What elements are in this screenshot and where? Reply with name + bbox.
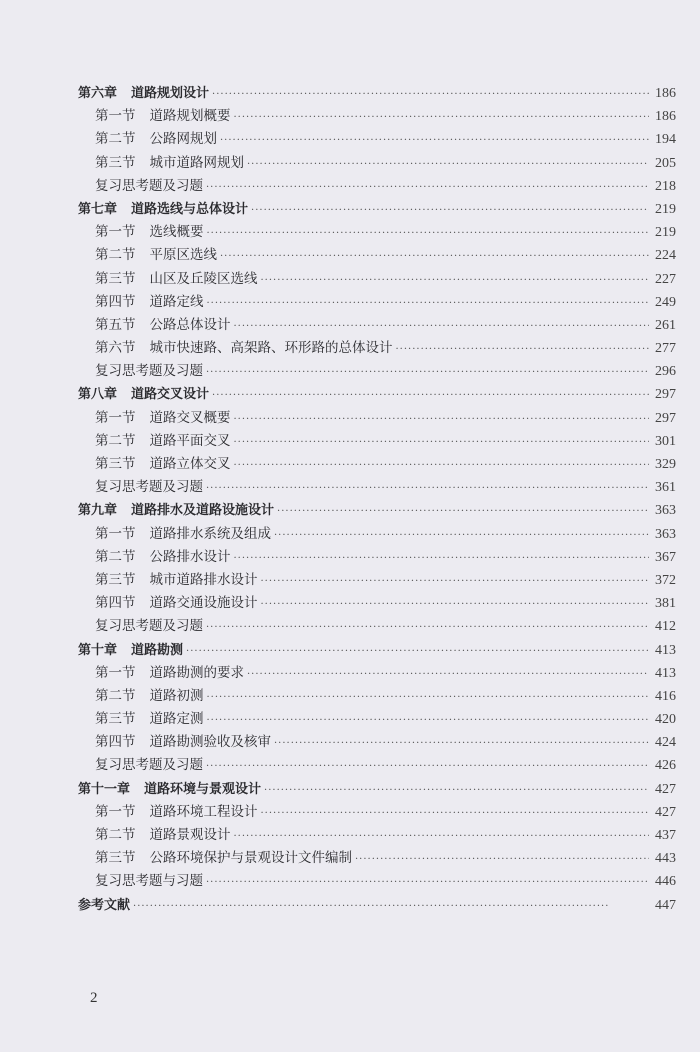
entry-page: 372 [655, 572, 676, 588]
toc-entry-chapter [78, 383, 676, 406]
entry-page: 413 [655, 642, 676, 658]
toc-entry-section [78, 314, 676, 337]
entry-title: 公路环境保护与景观设计文件编制 [149, 850, 352, 867]
entry-number: 第二节 [95, 247, 136, 264]
toc-entry-section [78, 337, 676, 360]
entry-page: 297 [655, 387, 676, 403]
entry-label [95, 175, 203, 198]
entry-label [95, 708, 204, 731]
entry-number: 第一节 [95, 803, 136, 820]
entry-number: 第三节 [95, 270, 136, 287]
entry-page: 443 [655, 851, 676, 867]
entry-label [78, 778, 261, 801]
entry-page: 363 [655, 503, 676, 519]
dot-leader [264, 779, 649, 802]
dot-leader [212, 83, 649, 106]
entry-title: 道路平面交叉 [149, 432, 231, 449]
entry-title: 公路排水设计 [149, 548, 231, 565]
entry-title: 道路交叉概要 [149, 409, 231, 426]
dot-leader [207, 292, 650, 315]
entry-label [95, 407, 231, 430]
toc-entry-section [78, 430, 676, 453]
toc-entry-section [78, 407, 676, 430]
entry-title: 平原区选线 [149, 247, 217, 264]
toc-entry-section [78, 268, 676, 291]
toc-entry-section [78, 592, 676, 615]
dot-leader [274, 524, 649, 547]
entry-number: 第三节 [95, 711, 136, 728]
entry-page: 361 [655, 480, 676, 496]
dot-leader [234, 547, 650, 570]
dot-leader [234, 106, 650, 129]
entry-page: 249 [655, 294, 676, 310]
toc-entry-section [78, 685, 676, 708]
entry-title: 复习思考题及习题 [95, 363, 203, 380]
entry-label [95, 615, 203, 638]
dot-leader [207, 686, 650, 709]
entry-label [95, 314, 231, 337]
entry-number: 第二节 [95, 687, 136, 704]
entry-number: 第五节 [95, 316, 136, 333]
dot-leader [133, 895, 649, 918]
entry-title: 参考文献 [78, 897, 131, 913]
entry-page: 186 [655, 86, 676, 101]
toc-entry-chapter [78, 778, 676, 801]
entry-title: 道路排水及道路设施设计 [131, 503, 275, 519]
entry-title: 公路总体设计 [149, 316, 231, 333]
entry-page: 420 [655, 712, 676, 728]
entry-label [95, 430, 231, 453]
toc-entry-section [78, 221, 676, 244]
entry-number: 第二节 [95, 131, 136, 148]
entry-title: 道路规划概要 [149, 108, 231, 125]
entry-label [78, 639, 183, 662]
entry-label [95, 105, 231, 128]
entry-page: 427 [655, 781, 676, 797]
toc-entry-section [78, 824, 676, 847]
dot-leader [220, 245, 649, 268]
entry-label [95, 291, 204, 314]
entry-title: 选线概要 [149, 224, 204, 241]
entry-number: 第一节 [95, 224, 136, 241]
toc-entry-section [78, 105, 676, 128]
dot-leader [261, 593, 650, 616]
entry-page: 218 [655, 178, 676, 194]
entry-label [95, 847, 352, 870]
toc-entry-chapter [78, 499, 676, 522]
entry-label [95, 523, 271, 546]
entry-title: 复习思考题与习题 [95, 873, 203, 890]
toc-entry-section [78, 360, 676, 383]
entry-number: 第一节 [95, 409, 136, 426]
entry-label [78, 894, 130, 917]
toc-entry-section [78, 453, 676, 476]
dot-leader [247, 663, 649, 686]
entry-page: 446 [655, 874, 676, 890]
toc-entry-chapter [78, 894, 676, 917]
entry-title: 复习思考题及习题 [95, 177, 203, 194]
entry-title: 道路排水系统及组成 [149, 525, 271, 542]
entry-page: 447 [655, 897, 676, 913]
dot-leader [261, 570, 650, 593]
entry-number: 第三节 [95, 571, 136, 588]
entry-number: 第九章 [78, 503, 118, 519]
entry-number: 第十章 [78, 642, 118, 658]
entry-number: 第一节 [95, 525, 136, 542]
dot-leader [220, 129, 649, 152]
dot-leader [206, 616, 649, 639]
dot-leader [206, 176, 649, 199]
dot-leader [247, 153, 649, 176]
entry-label [95, 870, 203, 893]
entry-title: 道路景观设计 [149, 827, 231, 843]
toc-entry-section [78, 615, 676, 638]
entry-page: 412 [655, 619, 676, 635]
entry-title: 道路勘测的要求 [149, 664, 244, 681]
entry-label [95, 152, 244, 175]
entry-page: 277 [655, 341, 676, 357]
entry-label [95, 360, 203, 383]
dot-leader [234, 431, 650, 454]
dot-leader [234, 454, 650, 477]
toc-entry-section [78, 546, 676, 569]
table-of-contents [78, 82, 676, 917]
entry-label [95, 801, 258, 824]
entry-page: 224 [655, 248, 676, 264]
entry-title: 道路定测 [149, 711, 204, 728]
dot-leader [207, 709, 650, 732]
entry-label [95, 244, 217, 267]
entry-number: 第六节 [95, 340, 136, 357]
entry-title: 道路交叉设计 [131, 387, 210, 403]
entry-label [95, 221, 204, 244]
entry-label [95, 754, 203, 777]
toc-entry-section [78, 731, 676, 754]
page-number: 2 [90, 990, 98, 1006]
entry-number: 第一节 [95, 108, 136, 125]
entry-page: 227 [655, 271, 676, 287]
entry-page: 413 [655, 665, 676, 681]
entry-number: 第八章 [78, 387, 118, 403]
entry-label [95, 685, 204, 708]
entry-number: 第七章 [78, 201, 118, 217]
entry-label [95, 731, 271, 754]
entry-label [95, 268, 258, 291]
toc-entry-section [78, 569, 676, 592]
entry-page: 427 [655, 804, 676, 820]
entry-label [95, 662, 244, 685]
toc-entry-section [78, 754, 676, 777]
dot-leader [355, 848, 649, 871]
entry-label [95, 569, 258, 592]
entry-page: 219 [655, 201, 676, 217]
toc-entry-section [78, 708, 676, 731]
dot-leader [274, 732, 649, 755]
entry-label [95, 337, 393, 360]
entry-page: 261 [655, 317, 676, 333]
entry-page: 437 [655, 828, 676, 843]
entry-title: 复习思考题及习题 [95, 757, 203, 774]
dot-leader [234, 408, 650, 431]
entry-number: 第三节 [95, 850, 136, 867]
entry-label [78, 82, 209, 105]
entry-title: 城市道路排水设计 [149, 571, 258, 588]
entry-number: 第二节 [95, 548, 136, 565]
dot-leader [251, 199, 649, 222]
toc-entry-chapter [78, 198, 676, 221]
entry-label [95, 128, 217, 151]
entry-title: 道路选线与总体设计 [131, 201, 249, 217]
entry-number: 第四节 [95, 293, 136, 310]
entry-title: 城市快速路、高架路、环形路的总体设计 [149, 340, 393, 357]
entry-page: 329 [655, 457, 676, 472]
entry-number: 第四节 [95, 595, 136, 612]
entry-number: 第一节 [95, 664, 136, 681]
entry-page: 367 [655, 549, 676, 565]
entry-number: 第六章 [78, 86, 118, 101]
toc-entry-section [78, 476, 676, 499]
entry-title: 道路立体交叉 [149, 456, 231, 472]
dot-leader [206, 755, 649, 778]
entry-page: 424 [655, 735, 676, 751]
entry-page: 219 [655, 225, 676, 241]
dot-leader [206, 477, 649, 500]
toc-entry-section [78, 244, 676, 267]
toc-entry-section [78, 801, 676, 824]
entry-title: 山区及丘陵区选线 [149, 270, 258, 287]
entry-title: 道路勘测验收及核审 [149, 734, 271, 751]
dot-leader [212, 384, 649, 407]
toc-entry-section [78, 128, 676, 151]
entry-title: 道路初测 [149, 687, 204, 704]
entry-number: 第二节 [95, 827, 136, 843]
entry-page: 363 [655, 526, 676, 542]
dot-leader [261, 802, 650, 825]
entry-page: 205 [655, 155, 676, 171]
entry-label [78, 383, 209, 406]
dot-leader [396, 338, 650, 361]
entry-title: 公路网规划 [149, 131, 217, 148]
entry-label [78, 499, 274, 522]
toc-entry-chapter [78, 639, 676, 662]
entry-number: 第二节 [95, 432, 136, 449]
entry-title: 道路交通设施设计 [149, 595, 258, 612]
entry-title: 复习思考题及习题 [95, 618, 203, 635]
entry-title: 复习思考题及习题 [95, 479, 203, 496]
entry-label [95, 476, 203, 499]
entry-label [95, 824, 231, 847]
entry-page: 381 [655, 596, 676, 612]
entry-page: 194 [655, 132, 676, 148]
dot-leader [206, 871, 649, 894]
toc-entry-section [78, 291, 676, 314]
dot-leader [277, 500, 649, 523]
entry-page: 297 [655, 410, 676, 426]
toc-entry-section [78, 152, 676, 175]
toc-entry-section [78, 847, 676, 870]
dot-leader [234, 315, 650, 338]
entry-label [95, 592, 258, 615]
dot-leader [234, 825, 650, 848]
entry-page: 416 [655, 688, 676, 704]
entry-title: 道路规划设计 [131, 86, 210, 101]
entry-title: 道路定线 [149, 293, 204, 310]
entry-number: 第三节 [95, 456, 136, 472]
dot-leader [207, 222, 650, 245]
entry-page: 426 [655, 758, 676, 774]
toc-entry-section [78, 870, 676, 893]
entry-title: 道路勘测 [131, 642, 184, 658]
toc-entry-section [78, 662, 676, 685]
entry-label [95, 546, 231, 569]
toc-entry-section [78, 175, 676, 198]
entry-title: 道路环境工程设计 [149, 803, 258, 820]
entry-number: 第十一章 [78, 781, 131, 797]
entry-page: 301 [655, 433, 676, 449]
entry-label [95, 453, 231, 476]
entry-page: 296 [655, 364, 676, 380]
toc-entry-chapter [78, 82, 676, 105]
entry-title: 道路环境与景观设计 [144, 781, 262, 797]
toc-entry-section [78, 523, 676, 546]
entry-number: 第三节 [95, 154, 136, 171]
dot-leader [186, 640, 649, 663]
dot-leader [206, 361, 649, 384]
entry-label [78, 198, 248, 221]
entry-title: 城市道路网规划 [149, 154, 244, 171]
entry-number: 第四节 [95, 734, 136, 751]
dot-leader [261, 269, 650, 292]
entry-page: 186 [655, 109, 676, 125]
